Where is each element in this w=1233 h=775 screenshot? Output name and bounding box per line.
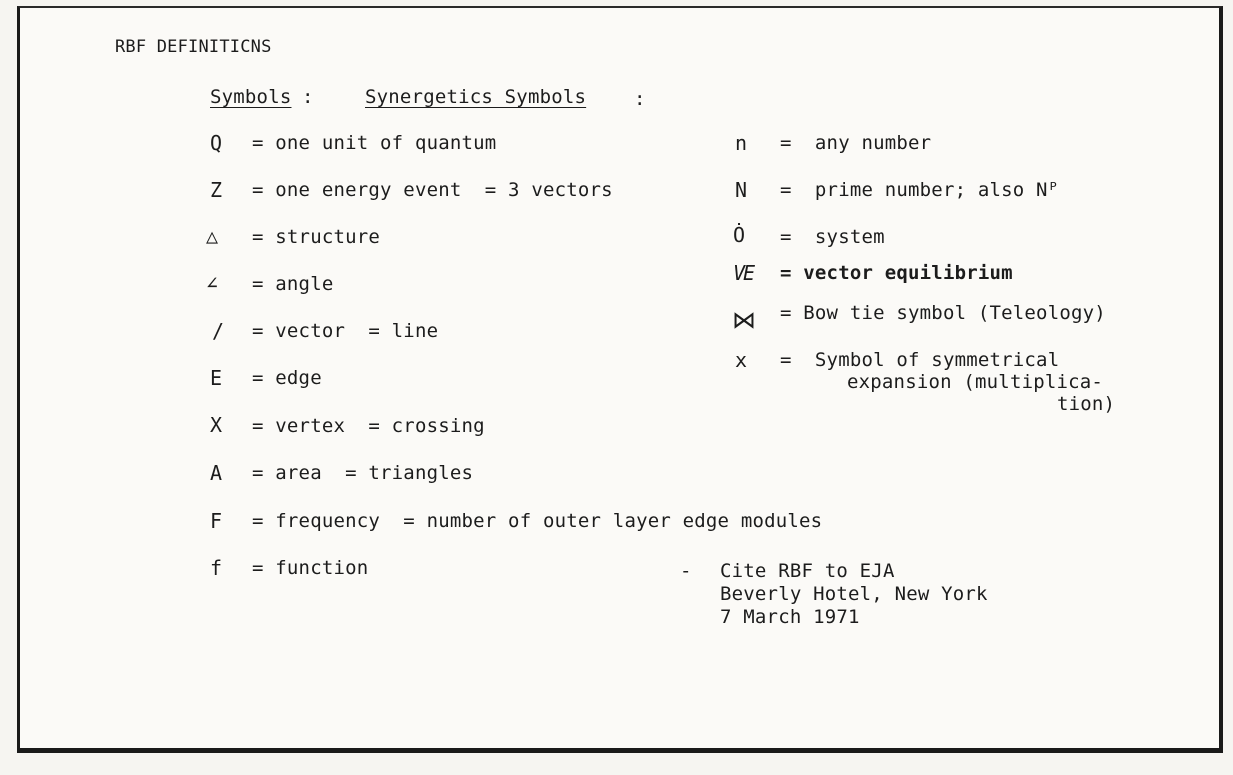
definition-text: = any number	[780, 132, 932, 154]
definition-text: = Bow tie symbol (Teleology)	[780, 302, 1106, 324]
citation-dash: -	[680, 560, 692, 582]
bow-tie-icon: ⋈	[732, 306, 757, 334]
definition-text: = area = triangles	[252, 462, 474, 484]
citation-date: 7 March 1971	[720, 606, 860, 628]
definition-text: = one energy event = 3 vectors	[252, 179, 613, 201]
definition-text: = vector equilibrium	[780, 262, 1013, 284]
angle-icon: ∠	[206, 271, 219, 295]
definition-symbol: Q	[210, 131, 223, 155]
definition-symbol: f	[210, 556, 223, 580]
definition-symbol: N	[735, 178, 748, 202]
definition-symbol: E	[210, 366, 223, 390]
definition-symbol: Z	[210, 178, 223, 202]
definition-symbol: F	[210, 509, 223, 533]
citation-line: Cite RBF to EJA	[720, 560, 895, 582]
definition-text: = prime number; also Nᴾ	[780, 179, 1060, 201]
definition-text: = structure	[252, 226, 381, 248]
definition-text: = vector = line	[252, 320, 439, 342]
citation-location: Beverly Hotel, New York	[720, 583, 988, 605]
synergetics-label: Synergetics Symbols	[365, 86, 587, 108]
system-icon: Ȯ	[733, 223, 746, 247]
document-card	[17, 6, 1223, 753]
definition-text: = edge	[252, 367, 322, 389]
definition-symbol: x	[735, 348, 748, 372]
synergetics-colon: :	[634, 88, 646, 110]
definition-text: = one unit of quantum	[252, 132, 497, 154]
triangle-icon: △	[206, 224, 219, 248]
definition-symbol: /	[212, 319, 225, 343]
symbols-label: Symbols	[210, 86, 292, 108]
definition-text: = angle	[252, 273, 334, 295]
vector-equilibrium-icon: VE	[733, 261, 754, 285]
definition-symbol: n	[735, 131, 748, 155]
definition-text-continued: tion)	[1057, 393, 1116, 415]
definition-text: = frequency = number of outer layer edge modules	[252, 510, 823, 532]
definition-symbol: X	[210, 413, 223, 437]
definition-text: = vertex = crossing	[252, 415, 485, 437]
symbols-colon: :	[302, 86, 314, 108]
definition-text: = Symbol of symmetrical	[780, 349, 1060, 371]
document-heading: RBF DEFINITICNS	[115, 37, 272, 57]
definition-symbol: A	[210, 461, 223, 485]
definition-text-continued: expansion (multiplica-	[847, 371, 1104, 393]
definition-text: = system	[780, 226, 885, 248]
definition-text: = function	[252, 557, 369, 579]
